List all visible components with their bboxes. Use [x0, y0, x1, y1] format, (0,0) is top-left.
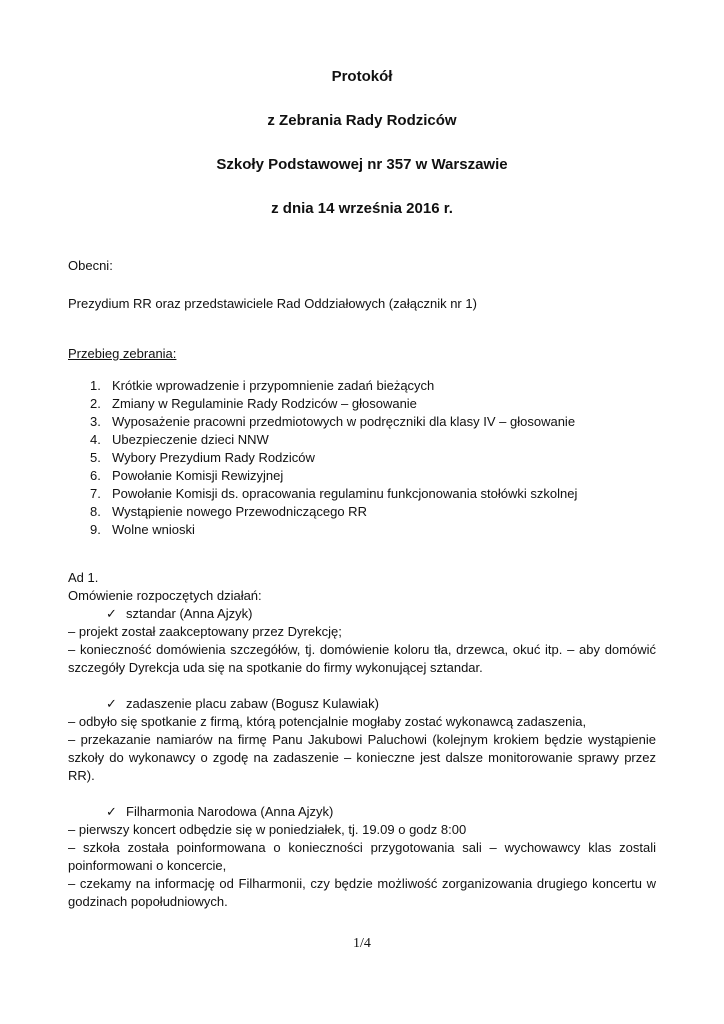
present-text: Prezydium RR oraz przedstawiciele Rad Oddziałowych (załącznik nr 1) [68, 296, 477, 311]
agenda-item [68, 431, 656, 449]
section-line: – konieczność domówienia szczegółów, tj. domówienie koloru tła, drzewca, okuć itp. – aby domówić szczegóły Dyrekcja uda się na spotkanie do firmy wykonującej sztandar. [68, 642, 656, 675]
agenda-item-text: Wystąpienie nowego Przewodniczącego RR [112, 504, 367, 519]
agenda-item [68, 521, 656, 539]
section-line: – pierwszy koncert odbędzie się w poniedziałek, tj. 19.09 o godz 8:00 [68, 822, 467, 837]
agenda-item-number: 2. [90, 396, 101, 411]
agenda-item [68, 485, 656, 503]
ad1-intro: Omówienie rozpoczętych działań: [68, 588, 262, 603]
agenda-item-number: 1. [90, 378, 101, 393]
title-block [0, 68, 724, 218]
present-label: Obecni: [68, 258, 113, 273]
checkmark-icon: ✓ [106, 696, 117, 711]
document-body [68, 257, 656, 911]
agenda-item [68, 449, 656, 467]
agenda-item [68, 503, 656, 521]
section-title-text: zadaszenie placu zabaw (Bogusz Kulawiak) [126, 696, 379, 711]
agenda-item-number: 8. [90, 504, 101, 519]
agenda-item-text: Wybory Prezydium Rady Rodziców [112, 450, 315, 465]
section-line: – odbyło się spotkanie z firmą, którą potencjalnie mogłaby zostać wykonawcą zadaszenia, [68, 714, 587, 729]
section-line: – szkoła została poinformowana o konieczności przygotowania sali – wychowawcy klas zostali poinformowani o koncercie, [68, 840, 656, 873]
agenda-item-number: 4. [90, 432, 101, 447]
section-line: – projekt został zaakceptowany przez Dyrekcję; [68, 624, 342, 639]
agenda-item-number: 9. [90, 522, 101, 537]
page-number: 1/4 [353, 936, 371, 951]
agenda-item-text: Powołanie Komisji Rewizyjnej [112, 468, 284, 483]
checkmark-icon: ✓ [106, 804, 117, 819]
agenda-item-text: Wyposażenie pracowni przedmiotowych w podręczniki dla klasy IV – głosowanie [112, 414, 576, 429]
checkmark-icon: ✓ [106, 606, 117, 621]
title-date: z dnia 14 września 2016 r. [271, 200, 453, 217]
agenda-item-text: Krótkie wprowadzenie i przypomnienie zadań bieżących [112, 378, 435, 393]
section-title-text: sztandar (Anna Ajzyk) [126, 606, 253, 621]
title-protocol: Protokół [331, 68, 393, 85]
title-meeting: z Zebrania Rady Rodziców [267, 112, 457, 129]
agenda-item-text: Zmiany w Regulaminie Rady Rodziców – głosowanie [112, 396, 417, 411]
section-sztandar-title [68, 605, 656, 623]
agenda-item-number: 5. [90, 450, 101, 465]
agenda-item [68, 395, 656, 413]
section-filharmonia-title [68, 803, 656, 821]
agenda-item-number: 7. [90, 486, 101, 501]
agenda-item-text: Powołanie Komisji ds. opracowania regulaminu funkcjonowania stołówki szkolnej [112, 486, 578, 501]
section-line: – czekamy na informację od Filharmonii, czy będzie możliwość zorganizowania drugiego koncertu w godzinach popołudniowych. [68, 876, 656, 909]
agenda-label: Przebieg zebrania: [68, 346, 177, 361]
section-title-text: Filharmonia Narodowa (Anna Ajzyk) [126, 804, 334, 819]
section-zadaszenie-title [68, 695, 656, 713]
agenda-item-number: 3. [90, 414, 101, 429]
agenda-item-text: Wolne wnioski [112, 522, 195, 537]
agenda-item-number: 6. [90, 468, 101, 483]
agenda-item-text: Ubezpieczenie dzieci NNW [112, 432, 269, 447]
ad1-heading: Ad 1. [68, 570, 99, 585]
agenda-list [68, 377, 656, 539]
agenda-item [68, 467, 656, 485]
title-school: Szkoły Podstawowej nr 357 w Warszawie [216, 156, 508, 173]
section-line: – przekazanie namiarów na firmę Panu Jakubowi Paluchowi (kolejnym krokiem będzie wystąpienie szkoły do wykonawcy o zgodę na zadaszenie – konieczne jest dalsze monitorowanie sprawy przez RR). [68, 732, 656, 783]
agenda-item [68, 377, 656, 395]
agenda-item [68, 413, 656, 431]
